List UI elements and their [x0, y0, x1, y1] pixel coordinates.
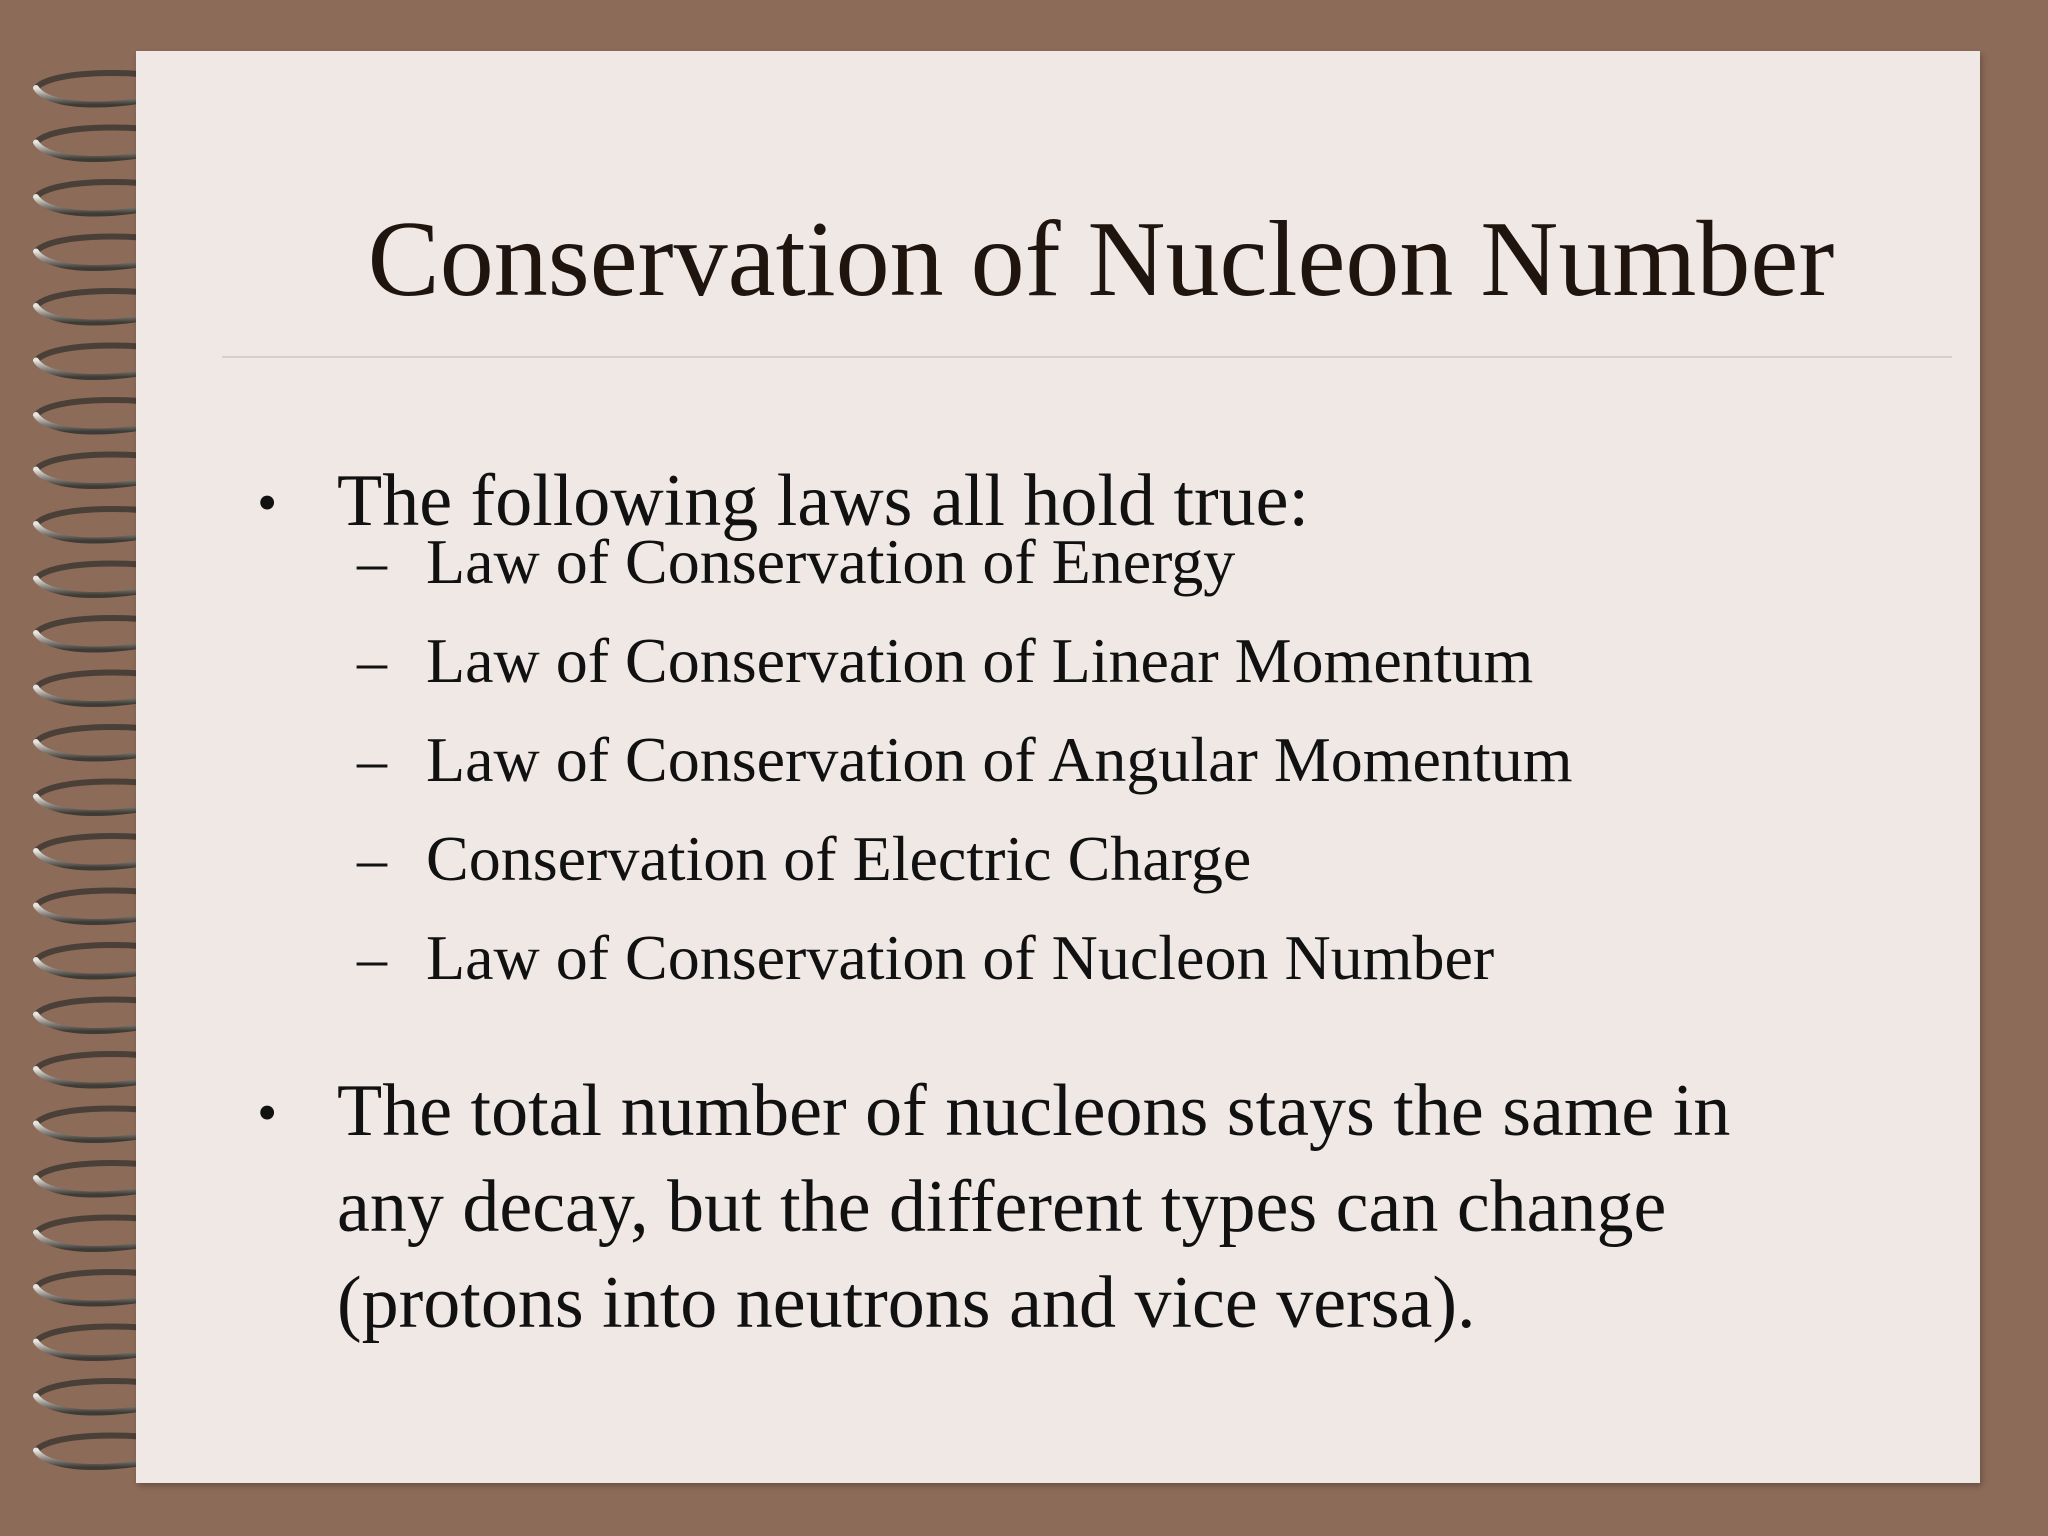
- bullet-marker: •: [257, 470, 278, 535]
- sub-item-electric-charge: [136, 817, 1980, 901]
- sub-item-marker: –: [357, 727, 387, 793]
- bullet-marker: •: [257, 1080, 278, 1145]
- sub-item-text: Law of Conservation of Angular Momentum: [426, 724, 1573, 795]
- bullet-1-text: The following laws all hold true:: [337, 460, 1310, 542]
- sub-item-text: Law of Conservation of Nucleon Number: [426, 922, 1495, 993]
- sub-item-linear-momentum: [136, 619, 1980, 703]
- bullet-2-line-3: (protons into neutrons and vice versa).: [337, 1262, 1476, 1344]
- title-divider: [222, 356, 1952, 358]
- slide-page: [136, 51, 1980, 1483]
- sub-item-text: Law of Conservation of Linear Momentum: [426, 625, 1534, 696]
- sub-item-marker: –: [357, 925, 387, 991]
- sub-item-energy: [136, 520, 1980, 604]
- sub-item-marker: –: [357, 826, 387, 892]
- sub-item-marker: –: [357, 529, 387, 595]
- sub-item-marker: –: [357, 628, 387, 694]
- sub-item-text: Conservation of Electric Charge: [426, 823, 1252, 894]
- sub-item-angular-momentum: [136, 718, 1980, 802]
- bullet-2-line-2: any decay, but the different types can change: [337, 1166, 1667, 1248]
- bullet-2-line-1: The total number of nucleons stays the same in: [337, 1070, 1731, 1152]
- slide-title: Conservation of Nucleon Number: [367, 200, 1835, 319]
- sub-item-text: Law of Conservation of Energy: [426, 526, 1236, 597]
- sub-item-nucleon-number: [136, 916, 1980, 1000]
